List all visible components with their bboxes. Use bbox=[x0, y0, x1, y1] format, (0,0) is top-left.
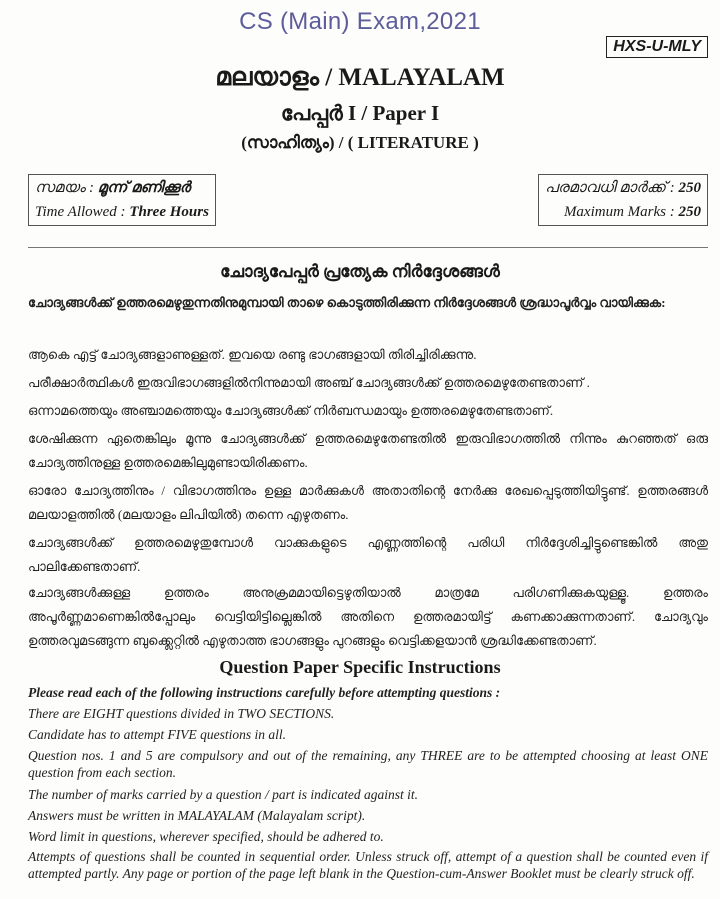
en-instruction-item: The number of marks carried by a question / part is indicated against it. bbox=[28, 787, 418, 802]
en-instruction-item: Attempts of questions shall be counted in sequential order. Unless struck off, attempt of a question shall be counted even if attempted partly. Any page or portion of the page left blank in the Question-cum-Answer Booklet must be clearly struck off. bbox=[28, 849, 708, 881]
time-en-label: Time Allowed : bbox=[35, 204, 126, 220]
max-marks-box bbox=[538, 174, 708, 226]
marks-ml-line bbox=[545, 176, 701, 200]
en-instruction-item: Answers must be written in MALAYALAM (Malayalam script). bbox=[28, 808, 366, 823]
time-ml-value: മൂന്ന് മണിക്കൂർ bbox=[97, 180, 191, 196]
ml-instruction-item: ഒന്നാമത്തെയും അഞ്ചാമത്തെയും ചോദ്യങ്ങൾക്ക് നിർബന്ധമായും ഉത്തരമെഴുതേണ്ടതാണ്. bbox=[28, 403, 554, 418]
ml-instruction-item: ഓരോ ചോദ്യത്തിനും / വിഭാഗത്തിനും ഉള്ള മാർക്കുകൾ അതാതിന്റെ നേർക്കു രേഖപ്പെടുത്തിയിട്ടുണ്ട്. ഉത്തരങ്ങൾ മലയാളത്തിൽ (മലയാളം ലിപിയിൽ) തന്നെ എഴുതണം. bbox=[28, 483, 708, 522]
time-en-value: Three Hours bbox=[129, 204, 209, 220]
time-allowed-box bbox=[28, 174, 216, 226]
en-instruction-item: Candidate has to attempt FIVE questions in all. bbox=[28, 727, 286, 742]
ml-instruction-item: ചോദ്യങ്ങൾക്ക് ഉത്തരമെഴുതുമ്പോൾ വാക്കുകളുടെ എണ്ണത്തിന്റെ പരിധി നിർദ്ദേശിച്ചിട്ടുണ്ടെങ്കിൽ അതു പാലിക്കേണ്ടതാണ്. bbox=[28, 535, 708, 574]
time-ml-line bbox=[35, 176, 209, 200]
paper-code-badge: HXS-U-MLY bbox=[606, 36, 708, 58]
ml-instruction-item: പരീക്ഷാർത്ഥികൾ ഇരുവിഭാഗങ്ങളിൽനിന്നുമായി അഞ്ച് ചോദ്യങ്ങൾക്ക് ഉത്തരമെഴുതേണ്ടതാണ് . bbox=[28, 375, 590, 390]
en-instruction-item: There are EIGHT questions divided in TWO SECTIONS. bbox=[28, 706, 335, 721]
paper-stream: (സാഹിത്യം) / ( LITERATURE ) bbox=[241, 133, 479, 152]
en-instruction-item: Word limit in questions, wherever specified, should be adhered to. bbox=[28, 829, 384, 844]
marks-en-line bbox=[545, 200, 701, 224]
subject-title: മലയാളം / MALAYALAM bbox=[215, 64, 505, 91]
ml-instructions-heading: ചോദ്യപേപ്പർ പ്രത്യേക നിർദ്ദേശങ്ങൾ bbox=[220, 262, 500, 281]
exam-title: CS (Main) Exam,2021 bbox=[239, 8, 481, 35]
marks-en-value: 250 bbox=[678, 204, 701, 220]
marks-en-label: Maximum Marks : bbox=[563, 204, 675, 220]
paper-number: പേപ്പർ I / Paper I bbox=[280, 101, 440, 125]
ml-instruction-item: ചോദ്യങ്ങൾക്കുള്ള ഉത്തരം അനുക്രമമായിട്ടെഴുതിയാൽ മാത്രമേ പരിഗണിക്കുകയുള്ളൂ. ഉത്തരം അപൂർണ്ണമാണെങ്കിൽപ്പോലും വെട്ടിയിട്ടില്ലെങ്കിൽ അതിനെ ഉത്തരമായിട്ട് കണക്കാക്കുന്നതാണ്. ചോദ്യവും ഉത്തരവുമടങ്ങുന്ന ബുക്ക്ലെറ്റിൽ എഴുതാത്ത ഭാഗങ്ങളും പുറങ്ങളും വെട്ടിക്കളയാൻ ശ്രദ്ധിക്കേണ്ടതാണ്. bbox=[28, 585, 708, 648]
en-instructions-lead: Please read each of the following instructions carefully before attempting questions : bbox=[28, 685, 501, 700]
ml-instructions-lead: ചോദ്യങ്ങൾക്ക് ഉത്തരമെഴുതുന്നതിനുമുമ്പായി താഴെ കൊടുത്തിരിക്കുന്ന നിർദ്ദേശങ്ങൾ ശ്രദ്ധാപൂർവ്വം വായിക്കുക: bbox=[28, 295, 666, 310]
time-ml-label: സമയം : bbox=[35, 180, 95, 196]
ml-instruction-item: ആകെ എട്ട് ചോദ്യങ്ങളാണുള്ളത്. ഇവയെ രണ്ടു ഭാഗങ്ങളായി തിരിച്ചിരിക്കുന്നു. bbox=[28, 347, 477, 362]
marks-ml-label: പരമാവധി മാർക്ക് : bbox=[545, 180, 675, 196]
divider bbox=[28, 247, 708, 248]
en-instructions-heading: Question Paper Specific Instructions bbox=[219, 657, 501, 677]
marks-ml-value: 250 bbox=[678, 180, 701, 196]
time-en-line bbox=[35, 200, 209, 224]
ml-instruction-item: ശേഷിക്കുന്ന ഏതെങ്കിലും മൂന്നു ചോദ്യങ്ങൾക്ക് ഉത്തരമെഴുതേണ്ടതിൽ ഇരുവിഭാഗത്തിൽ നിന്നും കുറഞ്ഞത് ഒരു ചോദ്യത്തിനുള്ള ഉത്തരമെങ്കിലുമുണ്ടായിരിക്കണം. bbox=[28, 431, 708, 470]
en-instruction-item: Question nos. 1 and 5 are compulsory and out of the remaining, any THREE are to be attempted choosing at least ONE question from each section. bbox=[28, 748, 708, 780]
